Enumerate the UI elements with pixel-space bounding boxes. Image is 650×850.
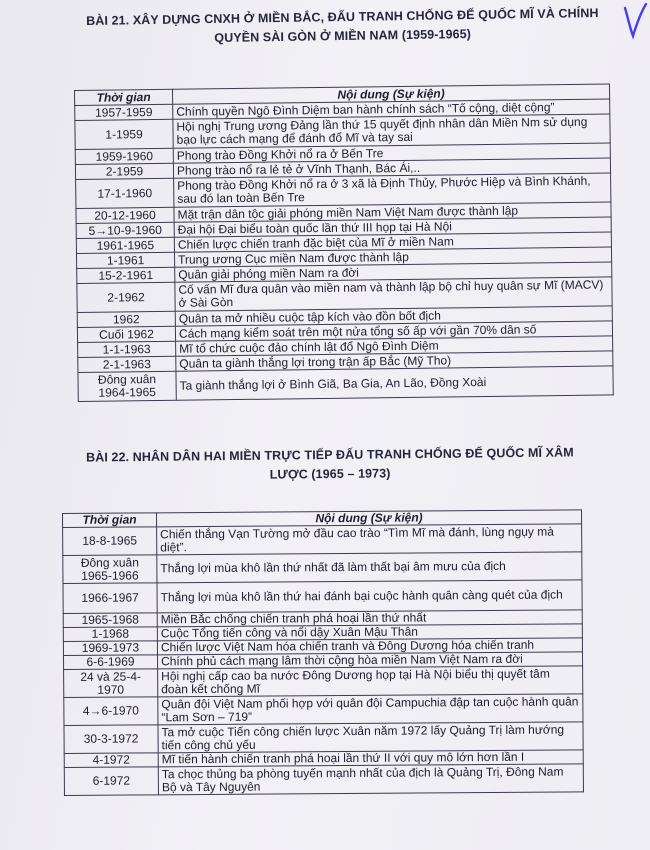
event-cell: Chiến lược chiến tranh đặc biệt của Mĩ ở miền Nam [174, 232, 611, 252]
event-cell: Thắng lợi mùa khô lần thứ nhất đã làm thất bại âm mưu của địch [157, 552, 582, 583]
lesson-21-title [75, 4, 611, 50]
time-cell: 1966-1967 [63, 583, 157, 614]
table-row [64, 694, 583, 726]
event-cell: Ta giành thắng lợi ở Bình Giã, Ba Gia, An Lão, Đồng Xoài [176, 366, 613, 400]
event-cell: Cách mạng kiểm soát trên một nửa tổng số ấp với gần 70% dân số [175, 321, 612, 341]
time-cell: 20-12-1960 [76, 207, 174, 223]
event-cell: Quân giải phóng miền Nam ra đời [175, 262, 612, 282]
lesson-22-title-line-2: LƯỢC (1965 – 1973) [269, 466, 391, 482]
column-header-content: Nội dung (Sự kiện) [172, 84, 609, 104]
time-cell: 17-1-1960 [76, 178, 174, 208]
time-cell: 6-6-1969 [63, 655, 157, 670]
lesson-22-table [62, 509, 584, 796]
time-cell: 4→6-1970 [64, 697, 158, 726]
time-cell: 1957-1959 [75, 104, 173, 120]
time-cell: 1-1968 [63, 627, 157, 642]
event-cell: Chính phủ cách mạng lâm thời cộng hòa miền Nam Việt Nam ra đời [157, 652, 582, 669]
time-cell: 1961-1965 [76, 237, 174, 253]
time-cell: 1962 [77, 311, 175, 327]
time-cell: 15-2-1961 [77, 267, 175, 283]
table-row [64, 722, 583, 754]
time-cell: 4-1972 [64, 753, 158, 768]
event-cell: Ta chọc thủng ba phòng tuyến mạnh nhất của địch là Quảng Trị, Đông Nam Bộ và Tây Nguyên [158, 764, 583, 795]
lesson-22-title [65, 443, 595, 487]
event-cell: Trung ương Cục miền Nam được thành lập [174, 247, 611, 267]
event-cell: Đại hội Đại biểu toàn quốc lần thứ III họp tại Hà Nội [174, 217, 611, 237]
time-cell: 5→10-9-1960 [76, 222, 174, 238]
time-cell: 1-1961 [76, 252, 174, 268]
event-cell: Hội nghị Trung ương Đảng lần thứ 15 quyết định nhân dân Miền Nm sử dụng bạo lực cách mạng để đánh đổ Mĩ và tay sai [173, 114, 610, 148]
table-row [64, 764, 583, 796]
time-cell: 1-1-1963 [78, 341, 176, 357]
column-header-content: Nội dung (Sự kiện) [157, 510, 582, 527]
checkmark-pen-icon [622, 2, 648, 42]
time-cell: Cuối 1962 [77, 326, 175, 342]
event-cell: Chính quyền Ngô Đình Diệm ban hành chính sách “Tố cộng, diệt cộng” [173, 99, 610, 119]
event-cell: Quân ta mở nhiều cuộc tập kích vào đồn bốt địch [175, 306, 612, 326]
event-cell: Ta mở cuộc Tiến công chiến lược Xuân năm 1972 lấy Quảng Trị làm hướng tiến công chủ yếu [158, 722, 583, 753]
event-cell: Miền Bắc chống chiến tranh phá hoại lần thứ nhất [157, 610, 582, 627]
event-cell: Chiến thắng Vạn Tường mở đầu cao trào “Tìm Mĩ mà đánh, lùng ngụy mà diệt”. [157, 524, 582, 555]
event-cell: Cuộc Tổng tiến công và nổi dậy Xuân Mậu Thân [157, 624, 582, 641]
table-row [63, 580, 582, 614]
event-cell: Phong trào nổ ra lẻ tẻ ở Vĩnh Thạnh, Bác Ái,.. [173, 158, 610, 178]
event-cell: Mặt trận dân tộc giải phóng miền Nam Việt Nam được thành lập [174, 202, 611, 222]
event-cell: Mĩ tiến hành chiến tranh phá hoại lần thứ II với quy mô lớn hơn lần I [158, 750, 583, 767]
table-row [78, 366, 613, 402]
table-row [63, 552, 582, 584]
event-cell: Mĩ tổ chức cuộc đảo chính lật đổ Ngô Đình Diệm [176, 336, 613, 356]
time-cell: 18-8-1965 [63, 527, 157, 556]
time-cell: 1969-1973 [63, 641, 157, 656]
time-cell: 2-1959 [75, 163, 173, 179]
lesson-21-table [74, 83, 614, 402]
event-cell: Quân đội Việt Nam phối hợp với quân đội Campuchia đập tan cuộc hành quân “Lam Sơn – 719” [158, 694, 583, 725]
lesson-21-title-line-2: QUYỀN SÀI GÒN Ở MIỀN NAM (1959-1965) [214, 26, 472, 46]
table-row [64, 666, 583, 698]
time-cell: 24 và 25-4-1970 [64, 669, 158, 698]
event-cell: Phong trào Đồng Khởi nổ ra ở 3 xã là Định Thủy, Phước Hiệp và Bình Khánh, sau đó lan toàn Bến Tre [174, 173, 611, 207]
time-cell: 30-3-1972 [64, 725, 158, 754]
column-header-time: Thời gian [63, 513, 157, 528]
event-cell: Phong trào Đồng Khởi nổ ra ở Bến Tre [173, 143, 610, 163]
lesson-22-title-line-1: BÀI 22. NHÂN DÂN HAI MIỀN TRỰC TIẾP ĐẤU TRANH CHỐNG ĐẾ QUỐC MĨ XÂM [86, 445, 574, 465]
event-cell: Quân ta giành thắng lợi trong trận ấp Bắc (Mỹ Tho) [176, 351, 613, 371]
table-row [63, 524, 582, 556]
event-cell: Hội nghị cấp cao ba nước Đông Dương họp tại Hà Nội biểu thị quyết tâm đoàn kết chống Mĩ [158, 666, 583, 697]
time-cell: 2-1-1963 [78, 356, 176, 372]
time-cell: 1959-1960 [75, 148, 173, 164]
time-cell: 1-1959 [75, 119, 173, 149]
event-cell: Cố vấn Mĩ đưa quân vào miền nam và thành lập bộ chỉ huy quân sự Mĩ (MACV) ở Sài Gòn [175, 277, 612, 311]
time-cell: Đông xuân 1964-1965 [78, 371, 176, 401]
column-header-time: Thời gian [75, 89, 173, 105]
time-cell: 6-1972 [64, 767, 158, 796]
time-cell: 1965-1968 [63, 613, 157, 628]
lesson-21-title-line-1: BÀI 21. XÂY DỰNG CNXH Ở MIỀN BẮC, ĐẤU TRANH CHỐNG ĐẾ QUỐC MĨ VÀ CHÍNH [86, 5, 599, 29]
event-cell: Chiến lược Việt Nam hóa chiến tranh và Đông Dương hóa chiến tranh [157, 638, 582, 655]
event-cell: Thắng lợi mùa khô lần thứ hai đánh bại cuộc hành quân càng quét của địch [157, 580, 582, 613]
time-cell: Đông xuân 1965-1966 [63, 555, 157, 584]
time-cell: 2-1962 [77, 282, 175, 312]
